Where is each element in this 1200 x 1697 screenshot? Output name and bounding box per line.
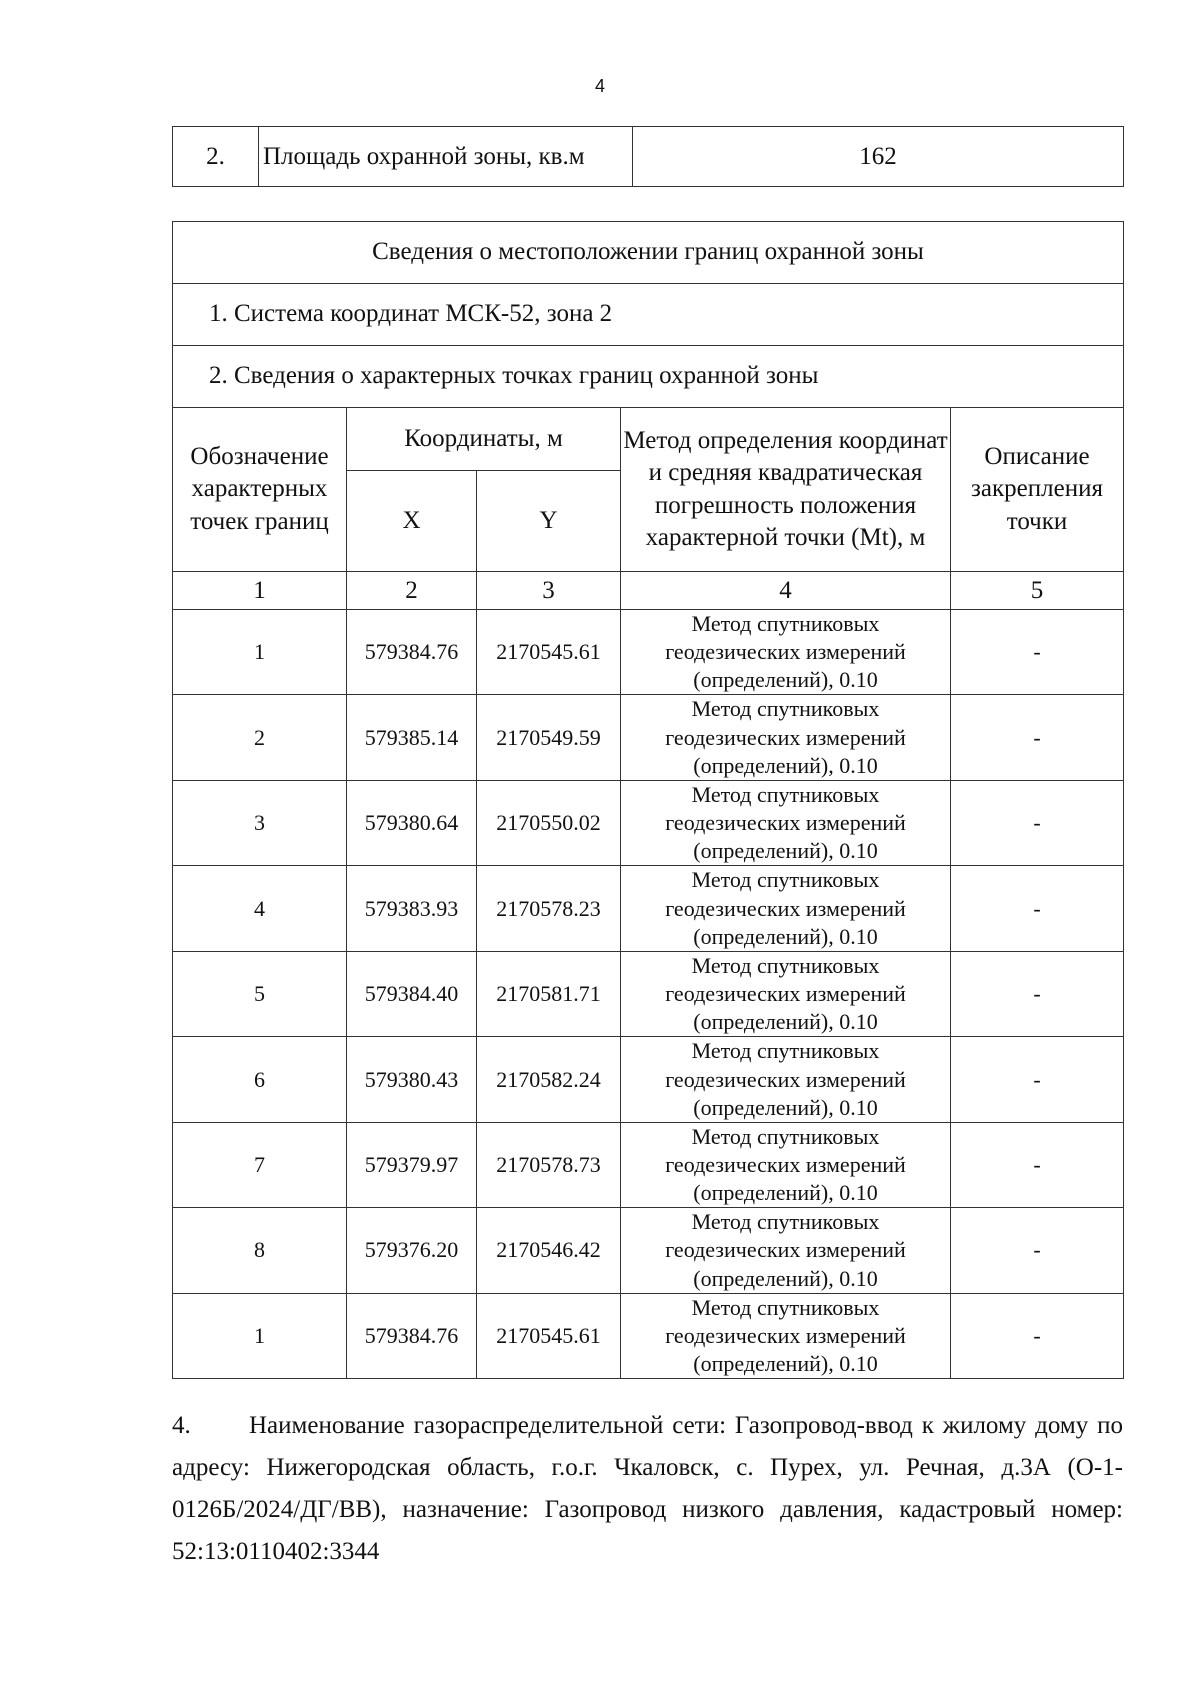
method-cell [621, 1208, 951, 1293]
area-label: Площадь охранной зоны, кв.м [259, 127, 633, 187]
description-cell: - [951, 1037, 1124, 1122]
table-row [173, 610, 1124, 695]
table-title: Сведения о местоположении границ охранной зоны [173, 222, 1124, 284]
description-cell: - [951, 866, 1124, 951]
y-cell: 2170578.23 [477, 866, 621, 951]
method-line: геодезических измерений [665, 724, 906, 750]
x-cell: 579379.97 [347, 1122, 477, 1207]
x-cell: 579383.93 [347, 866, 477, 951]
table-row [173, 866, 1124, 951]
points-caption: 2. Сведения о характерных точках границ охранной зоны [173, 346, 1124, 408]
table-row [173, 951, 1124, 1036]
point-cell: 3 [173, 780, 347, 865]
column-number: 1 [173, 572, 347, 610]
method-line: геодезических измерений [665, 1322, 906, 1348]
method-line: (определений), 0.10 [693, 1094, 878, 1120]
point-cell: 1 [173, 1293, 347, 1378]
method-line: Метод спутниковых [691, 611, 880, 636]
area-value: 162 [633, 127, 1124, 187]
boundary-table [172, 221, 1124, 1379]
coord-system-row [173, 284, 1124, 346]
y-cell: 2170550.02 [477, 780, 621, 865]
point-cell: 8 [173, 1208, 347, 1293]
method-line: Метод спутниковых [691, 952, 880, 978]
y-cell: 2170582.24 [477, 1037, 621, 1122]
method-line: геодезических измерений [665, 1066, 906, 1092]
description-cell: - [951, 610, 1124, 695]
x-cell: 579384.76 [347, 1293, 477, 1378]
method-line: (определений), 0.10 [693, 752, 878, 778]
description-cell: - [951, 1293, 1124, 1378]
point-cell: 5 [173, 951, 347, 1036]
paragraph-number: 4. [172, 1412, 191, 1439]
method-cell [621, 866, 951, 951]
column-number: 4 [621, 572, 951, 610]
column-number-row [173, 572, 1124, 610]
method-line: Метод спутниковых [691, 1038, 880, 1064]
header-x: X [347, 471, 477, 572]
method-line: Метод спутниковых [691, 867, 880, 893]
method-cell [621, 1037, 951, 1122]
x-cell: 579385.14 [347, 695, 477, 780]
header-description: Описание закрепления точки [951, 408, 1124, 572]
y-cell: 2170546.42 [477, 1208, 621, 1293]
method-cell [621, 695, 951, 780]
header-y: Y [477, 471, 621, 572]
area-index: 2. [173, 127, 259, 187]
method-line: геодезических измерений [665, 639, 906, 665]
column-number: 5 [951, 572, 1124, 610]
x-cell: 579384.76 [347, 610, 477, 695]
table-row [173, 1293, 1124, 1378]
point-cell: 2 [173, 695, 347, 780]
description-cell: - [951, 695, 1124, 780]
description-cell: - [951, 1208, 1124, 1293]
method-cell [621, 610, 951, 695]
method-line: геодезических измерений [665, 1237, 906, 1263]
method-line: (определений), 0.10 [693, 923, 878, 949]
y-cell: 2170545.61 [477, 1293, 621, 1378]
method-line: Метод спутниковых [691, 696, 880, 722]
area-row [173, 127, 1124, 187]
table-title-row [173, 222, 1124, 284]
table-row [173, 780, 1124, 865]
table-row [173, 1037, 1124, 1122]
point-cell: 7 [173, 1122, 347, 1207]
column-number: 3 [477, 572, 621, 610]
method-line: Метод спутниковых [691, 1294, 880, 1320]
method-line: геодезических измерений [665, 1151, 906, 1177]
method-line: геодезических измерений [665, 895, 906, 921]
x-cell: 579380.43 [347, 1037, 477, 1122]
column-header-row [173, 408, 1124, 471]
area-table [172, 126, 1124, 187]
point-cell: 1 [173, 610, 347, 695]
point-cell: 6 [173, 1037, 347, 1122]
method-line: (определений), 0.10 [693, 667, 878, 693]
paragraph-text: Наименование газораспределительной сети: Газопровод-ввод к жилому дому по адресу: Нижегородская область, г.о.г. Чкаловск, с. Пурех, ул. Речная, д.3А (О-1-0126Б/2024/ДГ/ВВ), назначение: Газопровод низкого давления, кадастровый номер: 52:13:0110402:3344 [172, 1412, 1123, 1565]
header-designation: Обозначение характерных точек границ [173, 408, 347, 572]
method-cell [621, 780, 951, 865]
method-cell [621, 951, 951, 1036]
header-method: Метод определения координат и средняя квадратическая погрешность положения характерной точки (Mt), м [621, 408, 951, 572]
method-line: геодезических измерений [665, 810, 906, 836]
method-line: (определений), 0.10 [693, 1009, 878, 1035]
method-line: Метод спутниковых [691, 1123, 880, 1149]
method-cell [621, 1122, 951, 1207]
description-cell: - [951, 1122, 1124, 1207]
table-row [173, 1208, 1124, 1293]
y-cell: 2170545.61 [477, 610, 621, 695]
method-line: (определений), 0.10 [693, 838, 878, 864]
gas-network-paragraph [172, 1405, 1123, 1573]
header-coordinates: Координаты, м [347, 408, 621, 471]
method-line: геодезических измерений [665, 981, 906, 1007]
table-row [173, 695, 1124, 780]
description-cell: - [951, 951, 1124, 1036]
method-line: (определений), 0.10 [693, 1265, 878, 1291]
method-line: (определений), 0.10 [693, 1180, 878, 1206]
method-line: Метод спутниковых [691, 781, 880, 807]
y-cell: 2170549.59 [477, 695, 621, 780]
x-cell: 579380.64 [347, 780, 477, 865]
page-number: 4 [594, 76, 605, 96]
coord-system: 1. Система координат МСК-52, зона 2 [173, 284, 1124, 346]
x-cell: 579376.20 [347, 1208, 477, 1293]
method-line: (определений), 0.10 [693, 1351, 878, 1377]
method-line: Метод спутниковых [691, 1209, 880, 1235]
method-cell [621, 1293, 951, 1378]
y-cell: 2170578.73 [477, 1122, 621, 1207]
point-cell: 4 [173, 866, 347, 951]
points-caption-row [173, 346, 1124, 408]
column-number: 2 [347, 572, 477, 610]
table-row [173, 1122, 1124, 1207]
y-cell: 2170581.71 [477, 951, 621, 1036]
x-cell: 579384.40 [347, 951, 477, 1036]
description-cell: - [951, 780, 1124, 865]
